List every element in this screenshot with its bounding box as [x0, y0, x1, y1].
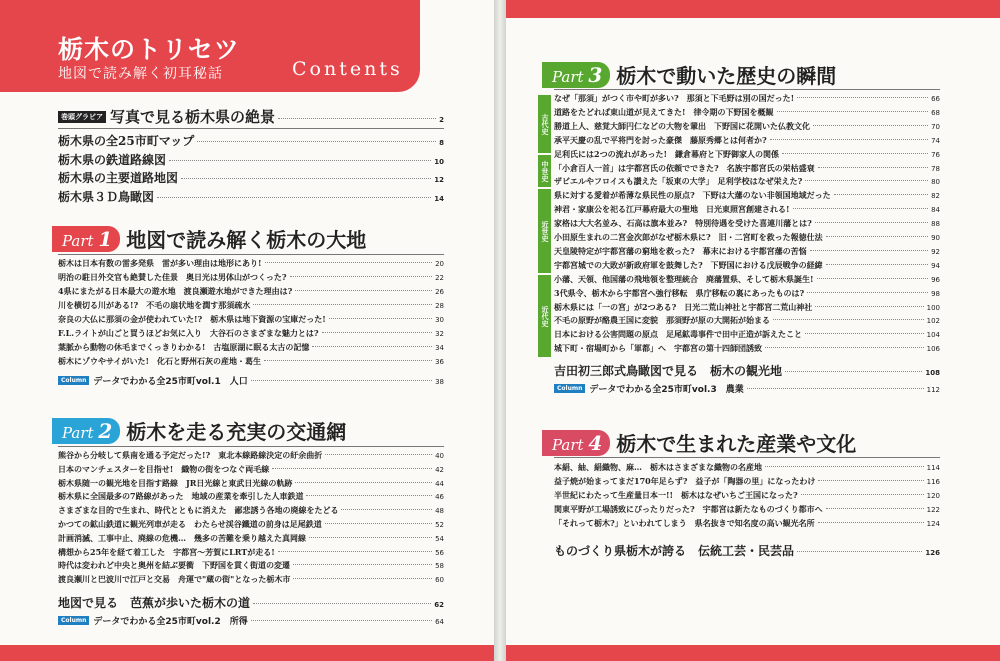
- toc-page: 116: [926, 478, 940, 486]
- part4-heading: [542, 428, 856, 457]
- toc-row[interactable]: [554, 218, 940, 229]
- toc-page: 94: [931, 261, 940, 270]
- gravure-badge: 巻頭グラビア: [58, 111, 106, 123]
- dot-leader: [306, 495, 432, 496]
- toc-row[interactable]: [554, 362, 940, 379]
- bottom-band: [0, 645, 494, 661]
- toc-title: 宇都宮城での大敗が新政府軍を鼓舞した? 下野国における戊辰戦争の経緯: [554, 259, 823, 270]
- toc-row[interactable]: [58, 106, 444, 127]
- dot-leader: [818, 167, 928, 168]
- toc-title: 写真で見る栃木県の絶景: [110, 108, 276, 126]
- era-tab-medieval: 中世史: [538, 155, 551, 187]
- dot-leader: [801, 494, 924, 495]
- toc-row[interactable]: [58, 356, 444, 367]
- toc-row[interactable]: [554, 149, 940, 160]
- toc-page: 2: [439, 116, 444, 124]
- toc-row[interactable]: [58, 314, 444, 325]
- toc-row[interactable]: [554, 190, 940, 201]
- toc-title: 渡良瀬川と巴波川で江戸と交易 舟運で"蔵の街"となった栃木市: [58, 574, 291, 585]
- era-tab-ancient: 古代史: [538, 95, 551, 153]
- part-label: Part: [62, 423, 94, 442]
- dot-leader: [818, 522, 924, 523]
- dot-leader: [826, 236, 928, 237]
- toc-title: 関東平野が工場誘致にぴったりだった? 宇都宮は新たなものづくり都市へ: [554, 504, 823, 514]
- toc-page: 32: [435, 330, 444, 338]
- toc-page: 102: [926, 317, 940, 326]
- toc-row[interactable]: [58, 594, 444, 611]
- dot-leader: [797, 97, 928, 98]
- toc-page: 22: [435, 274, 444, 282]
- part-title: 栃木で生まれた産業や文化: [616, 432, 857, 456]
- toc-title: 栃木県の全25市町マップ: [58, 134, 195, 148]
- toc-page: 44: [435, 479, 444, 488]
- toc-page: 126: [925, 549, 940, 557]
- toc-row[interactable]: [554, 260, 940, 271]
- toc-title: F.L.ライトが山ごと買うほどお気に入り 大谷石のさまざまな魅力とは?: [58, 328, 319, 338]
- dot-leader: [805, 180, 928, 181]
- toc-page: 92: [931, 247, 940, 256]
- toc-page: 88: [931, 220, 940, 229]
- toc-row[interactable]: [58, 560, 444, 571]
- gutter: [494, 0, 506, 661]
- toc-page: 108: [925, 369, 940, 377]
- toc-title: 川を横切る川がある!? 不毛の扇状地を潤す那須疏水: [58, 300, 251, 310]
- dot-leader: [312, 346, 432, 347]
- contents-label: Contents: [292, 58, 403, 80]
- toc-page: 20: [435, 260, 444, 268]
- toc-title: 栃木県の主要道路地図: [58, 171, 179, 185]
- dot-leader: [807, 292, 928, 293]
- dot-leader: [818, 480, 923, 481]
- toc-row[interactable]: [58, 258, 444, 269]
- part3-heading: [542, 60, 836, 89]
- dot-leader: [805, 333, 924, 334]
- era-tab-modern: 近代史: [538, 275, 551, 357]
- book-title: 栃木のトリセツ: [58, 35, 240, 64]
- dot-leader: [747, 388, 924, 389]
- toc-page: 84: [931, 206, 940, 215]
- part-number: 3: [588, 62, 603, 87]
- toc-row[interactable]: [554, 288, 940, 299]
- toc-page: 42: [435, 465, 444, 474]
- part-badge: [542, 62, 610, 88]
- dot-leader: [817, 278, 929, 279]
- column-title: データでわかる全25市町vol.3 農業: [589, 385, 744, 395]
- toc-title: かつての鉱山鉄道に観光列車が走る わたらせ渓谷鐵道の前身は足尾鉄道: [58, 519, 322, 529]
- toc-row[interactable]: [554, 302, 940, 313]
- part-label: Part: [552, 67, 584, 86]
- toc-page: 60: [435, 576, 444, 585]
- toc-row[interactable]: [58, 188, 444, 205]
- part1-heading: [52, 224, 366, 253]
- toc-row[interactable]: [58, 342, 444, 353]
- toc-row[interactable]: [554, 107, 940, 118]
- dot-leader: [251, 380, 432, 381]
- column-badge: Column: [554, 384, 585, 393]
- part-number: 4: [588, 430, 603, 455]
- toc-title: 「それって栃木?」といわれてしまう 県名抜きで知名度の高い観光名所: [554, 518, 815, 528]
- toc-page: 96: [931, 275, 940, 284]
- toc-row[interactable]: [554, 329, 940, 340]
- column-badge: Column: [58, 616, 89, 625]
- part-badge: [52, 226, 120, 252]
- dot-leader: [278, 551, 432, 552]
- toc-title: 3代県令、栃木から宇都宮へ強行移転 県庁移転の裏にあったものは?: [554, 287, 805, 298]
- part-badge: [542, 430, 610, 456]
- era-tab-early-modern: 近世史: [538, 189, 551, 273]
- toc-title: 勝道上人、慈覚大師円仁などの大物を輩出 下野国に花開いた仏教文化: [554, 120, 810, 131]
- dot-leader: [826, 508, 924, 509]
- bottom-band: [506, 645, 1000, 661]
- dot-leader: [329, 318, 432, 319]
- toc-page: 28: [435, 302, 444, 310]
- part-number: 2: [98, 418, 113, 443]
- part-title: 栃木を走る充実の交通網: [126, 420, 347, 444]
- toc-page: 70: [931, 122, 940, 131]
- toc-page: 78: [931, 164, 940, 173]
- toc-page: 8: [439, 139, 444, 147]
- dot-leader: [834, 194, 928, 195]
- dot-leader: [815, 222, 928, 223]
- dot-leader: [322, 332, 433, 333]
- toc-row[interactable]: [554, 246, 940, 257]
- toc-row[interactable]: [554, 476, 940, 487]
- divider: [58, 446, 444, 447]
- toc-title: 本絹、紬、絹織物、麻… 栃木はさまざまな織物の名産地: [554, 462, 762, 472]
- toc-page: 48: [435, 507, 444, 516]
- toc-title: 城下町・宿場町から「軍都」へ 宇都宮の第十四師団誘致: [554, 343, 762, 354]
- toc-page: 104: [926, 331, 940, 340]
- dot-leader: [278, 118, 436, 119]
- toc-row[interactable]: [554, 315, 940, 326]
- toc-row[interactable]: [554, 204, 940, 215]
- dot-leader: [785, 371, 922, 372]
- dot-leader: [265, 262, 433, 263]
- part-label: Part: [62, 231, 94, 250]
- toc-title: 4県にまたがる日本最大の遊水地 渡良瀬遊水地ができた理由は?: [58, 286, 293, 296]
- toc-row[interactable]: [58, 300, 444, 311]
- toc-title: 小藩、天領、他国藩の飛地領を整理統合 廃藩置県、そして栃木県誕生!: [554, 273, 814, 284]
- toc-page: 98: [931, 289, 940, 298]
- toc-page: 52: [435, 521, 444, 529]
- toc-page: 12: [434, 176, 444, 184]
- toc-title: 家格は大大名並み、石高は旗本並み? 特別待遇を受けた喜連川藩とは?: [554, 218, 812, 229]
- toc-page: 114: [926, 464, 940, 472]
- toc-title: 吉田初三郎式鳥瞰図で見る 栃木の観光地: [554, 364, 783, 378]
- toc-row[interactable]: [554, 490, 940, 501]
- toc-title: 日本のマンチェスターを目指せ! 織物の街をつなぐ両毛線: [58, 463, 270, 474]
- toc-title: 「小倉百人一首」は宇都宮氏の依頼でできた? 名族宇都宮氏の栄枯盛衰: [554, 162, 815, 173]
- divider: [58, 128, 444, 129]
- toc-page: 30: [435, 316, 444, 324]
- toc-page: 100: [926, 303, 940, 312]
- toc-row[interactable]: [58, 169, 444, 186]
- dot-leader: [264, 360, 432, 361]
- toc-row[interactable]: [58, 272, 444, 283]
- toc-title: 栃木県に全国最多の7路線があった 地域の産業を牽引した人車鉄道: [58, 491, 304, 502]
- dot-leader: [793, 208, 929, 209]
- book-subtitle: 地図で読み解く初耳秘話: [58, 66, 223, 82]
- toc-page: 58: [435, 562, 444, 571]
- toc-page: 82: [931, 192, 940, 201]
- toc-page: 62: [434, 601, 444, 609]
- toc-title: 栃木県の鉄道路線図: [58, 153, 167, 167]
- toc-page: 34: [435, 344, 444, 352]
- dot-leader: [253, 603, 431, 604]
- column-title: データでわかる全25市町vol.1 人口: [93, 377, 248, 387]
- divider: [554, 89, 940, 90]
- toc-title: 葉脈から動物の休毛までくっきりわかる! 古塩原湖に眠る太古の記憶: [58, 342, 310, 352]
- toc-title: 神君・家康公を祀る江戸幕府最大の聖地 日光東照宮創建される!: [554, 204, 790, 215]
- toc-title: 益子焼が始まってまだ170年足らず? 益子が「陶器の里」になったわけ: [554, 476, 816, 486]
- toc-row[interactable]: [554, 343, 940, 354]
- toc-title: なぜ「那須」がつく市や町が多い? 那須と下毛野は別の国だった!: [554, 93, 795, 103]
- part-title: 栃木で動いた歴史の瞬間: [616, 64, 837, 88]
- toc-title: 承平天慶の乱で平将門を討った豪傑 藤原秀郷とは何者か?: [554, 134, 767, 145]
- toc-title: 日本における公害問題の原点 足尾鉱毒事件で田中正造が訴えたこと: [554, 329, 802, 340]
- toc-page: 106: [926, 345, 940, 354]
- toc-title: 栃木県随一の観光地を目指す路線 JR日光線と東武日光線の軌跡: [58, 477, 293, 488]
- toc-page: 46: [435, 493, 444, 502]
- column-row[interactable]: [58, 614, 444, 627]
- toc-row[interactable]: [554, 518, 940, 529]
- toc-row[interactable]: [58, 464, 444, 475]
- toc-row[interactable]: [58, 519, 444, 530]
- dot-leader: [293, 564, 432, 565]
- top-band: [506, 0, 1000, 18]
- dot-leader: [157, 197, 431, 198]
- toc-row[interactable]: [554, 462, 940, 473]
- toc-title: 時代は変われど中央と奥州を結ぶ要衝 下野国を貫く街道の変遷: [58, 560, 290, 571]
- dot-leader: [826, 264, 928, 265]
- toc-page: 120: [926, 492, 940, 500]
- column-badge: Column: [58, 376, 89, 385]
- dot-leader: [181, 178, 431, 179]
- dot-leader: [251, 620, 432, 621]
- toc-row[interactable]: [554, 121, 940, 132]
- toc-page: 14: [434, 195, 444, 203]
- toc-page: 40: [435, 452, 444, 460]
- toc-row[interactable]: [58, 505, 444, 516]
- toc-page: 36: [435, 358, 444, 366]
- toc-title: 小田原生まれの二宮金次郎がなぜ栃木県に? 旧・二宮町を救った報徳仕法: [554, 232, 823, 242]
- toc-page: 68: [931, 108, 940, 117]
- toc-page: 122: [926, 506, 940, 514]
- dot-leader: [777, 111, 929, 112]
- toc-row[interactable]: [58, 491, 444, 502]
- dot-leader: [272, 468, 432, 469]
- toc-row[interactable]: [58, 547, 444, 558]
- dot-leader: [765, 347, 924, 348]
- toc-page: 76: [931, 150, 940, 159]
- toc-row[interactable]: [554, 504, 940, 515]
- toc-title: 栃木にゾウやサイがいた! 化石と野州石灰の産地・葛生: [58, 356, 261, 366]
- toc-page: 56: [435, 548, 444, 557]
- divider: [58, 254, 444, 255]
- toc-title: 地図で見る 芭蕉が歩いた栃木の道: [58, 596, 251, 610]
- toc-page: 74: [931, 136, 940, 145]
- toc-title: 栃木は日本有数の雷多発県 雷が多い理由は地形にあり!: [58, 258, 262, 268]
- dot-leader: [770, 139, 928, 140]
- toc-title: ものづくり県栃木が誇る 伝統工芸・民芸品: [554, 544, 795, 558]
- dot-leader: [773, 319, 924, 320]
- dot-leader: [810, 250, 928, 251]
- toc-title: 栃木県３Ｄ鳥瞰図: [58, 190, 155, 204]
- column-title: データでわかる全25市町vol.2 所得: [93, 617, 248, 627]
- dot-leader: [325, 454, 432, 455]
- toc-page: 124: [926, 520, 940, 528]
- toc-row[interactable]: [58, 450, 444, 461]
- toc-page: 10: [434, 158, 444, 166]
- toc-title: 半世紀にわたって生産量日本一!! 栃木はなぜいちご王国になった?: [554, 490, 798, 500]
- part2-heading: [52, 416, 346, 445]
- part-badge: [52, 418, 120, 444]
- dot-leader: [341, 509, 432, 510]
- toc-title: 奈良の大仏に那須の金が使われていた!? 栃木県は地下資源の宝庫だった!: [58, 314, 326, 324]
- toc-row[interactable]: [58, 132, 444, 149]
- toc-title: 不毛の原野が酪農王国に変貌 那須野が原の大開拓が始まる: [554, 315, 770, 326]
- column-row[interactable]: [554, 382, 940, 395]
- toc-page: 26: [435, 288, 444, 296]
- dot-leader: [325, 523, 432, 524]
- toc-row[interactable]: [554, 542, 940, 559]
- toc-title: 計画消滅、工事中止、廃線の危機… 幾多の苦難を乗り越えた真岡線: [58, 532, 306, 543]
- dot-leader: [197, 141, 436, 142]
- toc-title: 栃木県には「一の宮」が2つある? 日光二荒山神社と宇都宮二荒山神社: [554, 301, 813, 312]
- part-number: 1: [98, 226, 113, 251]
- toc-row[interactable]: [58, 151, 444, 168]
- toc-page: 112: [926, 386, 940, 394]
- dot-leader: [253, 304, 432, 305]
- toc-page: 80: [931, 178, 940, 187]
- toc-title: 県に対する愛着が希薄な県民性の原点? 下野は大藩のない非領国地域だった: [554, 190, 831, 201]
- dot-leader: [295, 290, 432, 291]
- toc-row[interactable]: [554, 93, 940, 104]
- toc-row[interactable]: [58, 478, 444, 489]
- dot-leader: [782, 153, 928, 154]
- header-block: [0, 0, 420, 92]
- toc-page: 38: [435, 378, 444, 386]
- toc-title: 道路をたどれば東山道が見えてきた! 律令期の下野国を概観: [554, 106, 774, 117]
- dot-leader: [765, 466, 924, 467]
- dot-leader: [813, 125, 928, 126]
- dot-leader: [797, 551, 922, 552]
- toc-row[interactable]: [58, 533, 444, 544]
- dot-leader: [815, 306, 923, 307]
- dot-leader: [169, 160, 431, 161]
- divider: [554, 457, 940, 458]
- toc-page: 90: [931, 234, 940, 242]
- part-label: Part: [552, 435, 584, 454]
- toc-row[interactable]: [58, 328, 444, 339]
- toc-title: 明治の駐日外交官も絶賛した佳景 奥日光は男体山がつくった?: [58, 272, 287, 282]
- toc-row[interactable]: [554, 176, 940, 187]
- toc-title: さまざまな目的で生まれ、時代とともに消えた 鄙悲誘う各地の廃線をたどる: [58, 505, 339, 516]
- toc-row[interactable]: [554, 163, 940, 174]
- toc-title: 構想から25年を経て着工した 宇都宮～芳賀にLRTが走る!: [58, 546, 275, 557]
- toc-row[interactable]: [554, 274, 940, 285]
- toc-title: 熊谷から分岐して県南を通る予定だった!? 東北本線路線決定の紆余曲折: [58, 450, 323, 460]
- dot-leader: [309, 537, 432, 538]
- toc-page: 66: [931, 95, 940, 103]
- toc-title: ザビエルやフロイスも讃えた「坂東の大学」 足利学校はなぜ栄えた?: [554, 176, 803, 187]
- dot-leader: [290, 276, 433, 277]
- toc-page: 64: [435, 618, 444, 626]
- toc-row[interactable]: [554, 232, 940, 243]
- toc-page: 54: [435, 534, 444, 543]
- dot-leader: [293, 578, 432, 579]
- toc-row[interactable]: [554, 135, 940, 146]
- column-row[interactable]: [58, 374, 444, 387]
- toc-row[interactable]: [58, 574, 444, 585]
- toc-row[interactable]: [58, 286, 444, 297]
- toc-title: 足利氏には2つの流れがあった! 鎌倉幕府と下野御家人の関係: [554, 148, 779, 159]
- left-page: [0, 0, 494, 661]
- part-title: 地図で読み解く栃木の大地: [126, 228, 367, 252]
- toc-title: 天皇陵特定が宇都宮藩の窮地を救った? 幕末における宇都宮藩の苦悩: [554, 245, 807, 256]
- dot-leader: [295, 482, 432, 483]
